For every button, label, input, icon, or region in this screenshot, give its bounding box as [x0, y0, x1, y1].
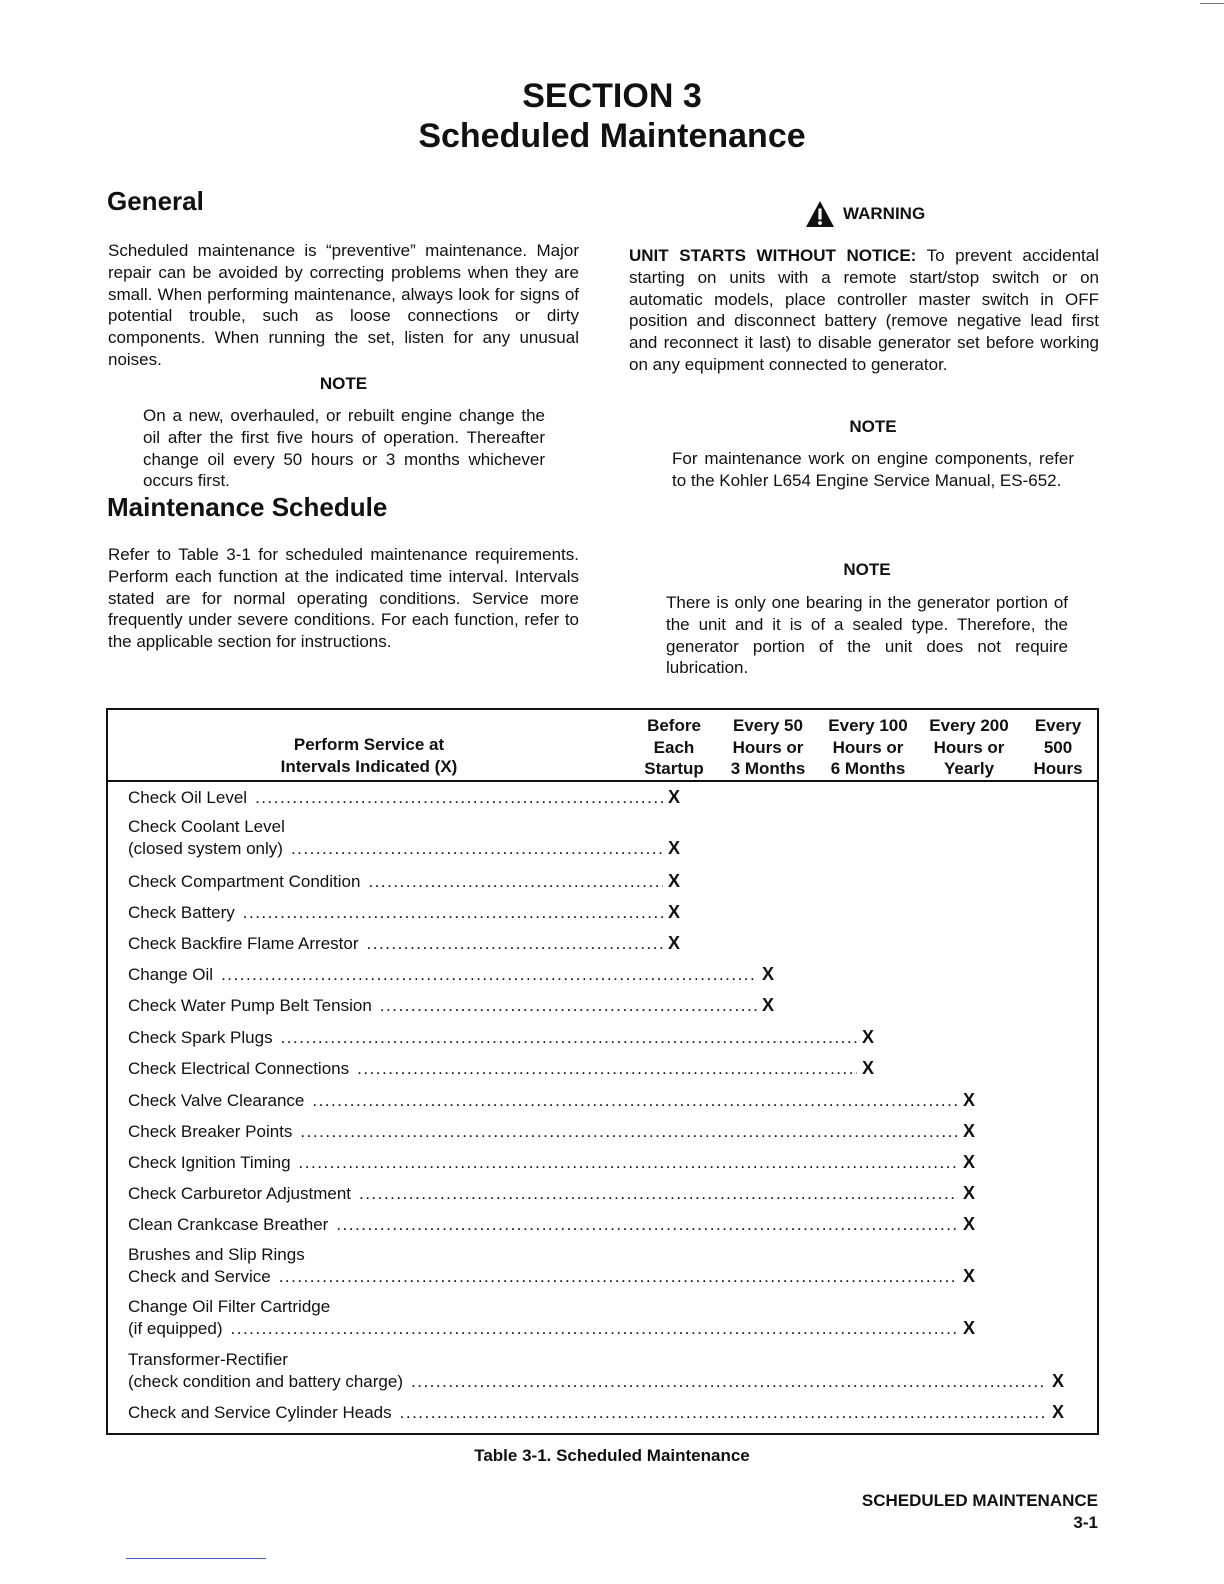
table-row	[128, 1090, 976, 1112]
table-row-label: Check Valve Clearance	[128, 1091, 305, 1110]
leader-dots	[411, 1371, 1047, 1393]
warning-lead: UNIT STARTS WITHOUT NOTICE:	[629, 246, 917, 265]
warning-label: WARNING	[843, 204, 926, 223]
table-header-line: Perform Service at	[293, 735, 445, 754]
table-row	[128, 1214, 976, 1236]
leader-dots	[255, 787, 663, 809]
table-col-header-line: 6 Months	[830, 759, 906, 778]
table-row	[128, 838, 681, 860]
scan-mark-top	[1200, 3, 1224, 4]
table-row	[128, 871, 681, 893]
table-row	[128, 902, 681, 924]
interval-mark: X	[1051, 1402, 1064, 1422]
table-row	[128, 1121, 976, 1143]
bearing-note-heading: NOTE	[843, 560, 891, 579]
table-col-header-line: Hours	[1033, 759, 1083, 778]
table-col-header-line: 3 Months	[730, 759, 806, 778]
bearing-note-text: There is only one bearing in the generator portion of the unit and it is of a sealed type. Therefore, the generator portion of the unit does not require lubrication.	[666, 593, 1068, 678]
leader-dots	[400, 1402, 1047, 1424]
interval-mark: X	[667, 787, 680, 807]
section-header	[0, 76, 1224, 156]
general-paragraph: Scheduled maintenance is “preventive” maintenance. Major repair can be avoided by correcting problems when they are small. When performing maintenance, always look for signs of potential trouble, such as loose connections or dirty components. When running the set, listen for any unusual noises.	[108, 241, 579, 369]
interval-mark: X	[667, 902, 680, 922]
general-note-text: On a new, overhauled, or rebuilt engine change the oil after the first five hours of operation. Thereafter change oil every 50 hours or 3 months whichever occurs first.	[143, 406, 545, 491]
interval-mark: X	[1051, 1371, 1064, 1391]
leader-dots	[336, 1214, 958, 1236]
table-header-service	[208, 734, 530, 777]
interval-mark: X	[761, 995, 774, 1015]
table-row-label: (if equipped)	[128, 1319, 223, 1338]
table-row-label: Check Electrical Connections	[128, 1059, 350, 1078]
interval-mark: X	[667, 933, 680, 953]
footer-section: SCHEDULED MAINTENANCE	[861, 1491, 1098, 1510]
leader-dots	[367, 933, 663, 955]
table-col-header	[813, 715, 923, 780]
leader-dots	[368, 871, 663, 893]
table-row	[128, 933, 681, 955]
table-row-label: (closed system only)	[128, 839, 283, 858]
interval-mark: X	[962, 1214, 975, 1234]
table-col-header-line: Before	[647, 716, 701, 735]
interval-mark: X	[667, 838, 680, 858]
schedule-heading: Maintenance Schedule	[107, 492, 388, 522]
table-col-header-line: Every 100	[828, 716, 908, 735]
leader-dots	[231, 1318, 958, 1340]
table-row-label: Check Oil Level	[128, 788, 248, 807]
table-col-header-line: Hours or	[732, 737, 804, 757]
table-row-label: Check Ignition Timing	[128, 1153, 291, 1172]
page-number: 3-1	[1073, 1513, 1098, 1532]
leader-dots	[312, 1090, 958, 1112]
interval-mark: X	[861, 1027, 874, 1047]
table-row	[128, 1402, 1065, 1424]
table-col-header-line: Hours or	[832, 737, 904, 757]
interval-mark: X	[962, 1266, 975, 1286]
table-row-label: Check Breaker Points	[128, 1122, 293, 1141]
table-row	[128, 1027, 875, 1049]
table-row-label: (check condition and battery charge)	[128, 1372, 403, 1391]
leader-dots	[243, 902, 663, 924]
table-col-header-line: Every 200	[929, 716, 1009, 735]
table-row-label: Check Compartment Condition	[128, 872, 361, 891]
leader-dots	[291, 838, 663, 860]
table-row-label: Brushes and Slip Rings	[128, 1245, 305, 1264]
leader-dots	[359, 1183, 958, 1205]
table-row-label: Transformer-Rectifier	[128, 1350, 288, 1369]
scan-mark-bottom	[126, 1558, 266, 1559]
leader-dots	[281, 1027, 857, 1049]
section-number: SECTION 3	[522, 77, 702, 115]
table-row-label: Check Carburetor Adjustment	[128, 1184, 351, 1203]
table-row	[128, 1266, 976, 1288]
engine-note-heading: NOTE	[849, 417, 897, 436]
leader-dots	[380, 995, 757, 1017]
table-col-header-line: Startup	[644, 759, 704, 778]
page-footer	[862, 1490, 1098, 1534]
table-row-label: Clean Crankcase Breather	[128, 1215, 329, 1234]
engine-note-text: For maintenance work on engine components, refer to the Kohler L654 Engine Service Manual, ES-652.	[672, 449, 1074, 490]
table-col-header	[713, 715, 823, 780]
schedule-paragraph: Refer to Table 3-1 for scheduled maintenance requirements. Perform each function at the indicated time interval. Intervals stated are for normal operating conditions. Service more frequently under severe conditions. For each function, refer to the applicable section for instructions.	[108, 545, 579, 652]
table-row	[128, 1318, 976, 1340]
table-row-label: Change Oil Filter Cartridge	[128, 1297, 331, 1316]
leader-dots	[357, 1058, 857, 1080]
leader-dots	[299, 1152, 958, 1174]
leader-dots	[279, 1266, 958, 1288]
warning-body: To prevent accidental starting on units with a remote start/stop switch or on automatic models, place controller master switch in OFF position and disconnect battery (remove negative lead first and reconnect it last) to disable generator set before working on any equipment connected to generator.	[629, 246, 1099, 374]
table-caption: Table 3-1. Scheduled Maintenance	[474, 1446, 750, 1465]
table-row	[128, 1058, 875, 1080]
table-col-header-line: 500	[1043, 737, 1073, 757]
table-col-header-line: Every 50	[733, 716, 803, 735]
leader-dots	[221, 964, 757, 986]
table-row-label: Check Water Pump Belt Tension	[128, 996, 372, 1015]
leader-dots	[300, 1121, 958, 1143]
page-title: Scheduled Maintenance	[418, 117, 806, 155]
interval-mark: X	[962, 1183, 975, 1203]
warning-header	[805, 200, 925, 228]
table-col-header-line: Yearly	[943, 759, 995, 778]
table-row	[128, 1152, 976, 1174]
warning-triangle-icon	[805, 200, 835, 228]
interval-mark: X	[861, 1058, 874, 1078]
general-note-heading: NOTE	[319, 374, 368, 393]
warning-text	[629, 245, 1099, 376]
table-row	[128, 995, 775, 1017]
general-heading: General	[107, 186, 204, 216]
table-col-header-line: Each	[653, 737, 695, 757]
table-row	[128, 1183, 976, 1205]
table-col-header	[1003, 715, 1113, 780]
interval-mark: X	[761, 964, 774, 984]
table-header-divider	[108, 780, 1097, 782]
table-row-label: Check Battery	[128, 903, 235, 922]
table-row-label: Check and Service Cylinder Heads	[128, 1403, 392, 1422]
table-row	[128, 787, 681, 809]
table-row-label: Check and Service	[128, 1267, 271, 1286]
table-row	[128, 1371, 1065, 1393]
table-row-label: Change Oil	[128, 965, 214, 984]
table-col-header-line: Hours or	[933, 737, 1005, 757]
interval-mark: X	[962, 1318, 975, 1338]
interval-mark: X	[962, 1121, 975, 1141]
table-col-header-line: Every	[1034, 716, 1082, 735]
interval-mark: X	[962, 1152, 975, 1172]
table-row	[128, 964, 775, 986]
table-row-label: Check Backfire Flame Arrestor	[128, 934, 359, 953]
table-row-label: Check Spark Plugs	[128, 1028, 273, 1047]
maintenance-table	[106, 708, 1099, 1435]
interval-mark: X	[962, 1090, 975, 1110]
table-row-label: Check Coolant Level	[128, 817, 285, 836]
table-header-line: Intervals Indicated (X)	[280, 756, 458, 776]
interval-mark: X	[667, 871, 680, 891]
